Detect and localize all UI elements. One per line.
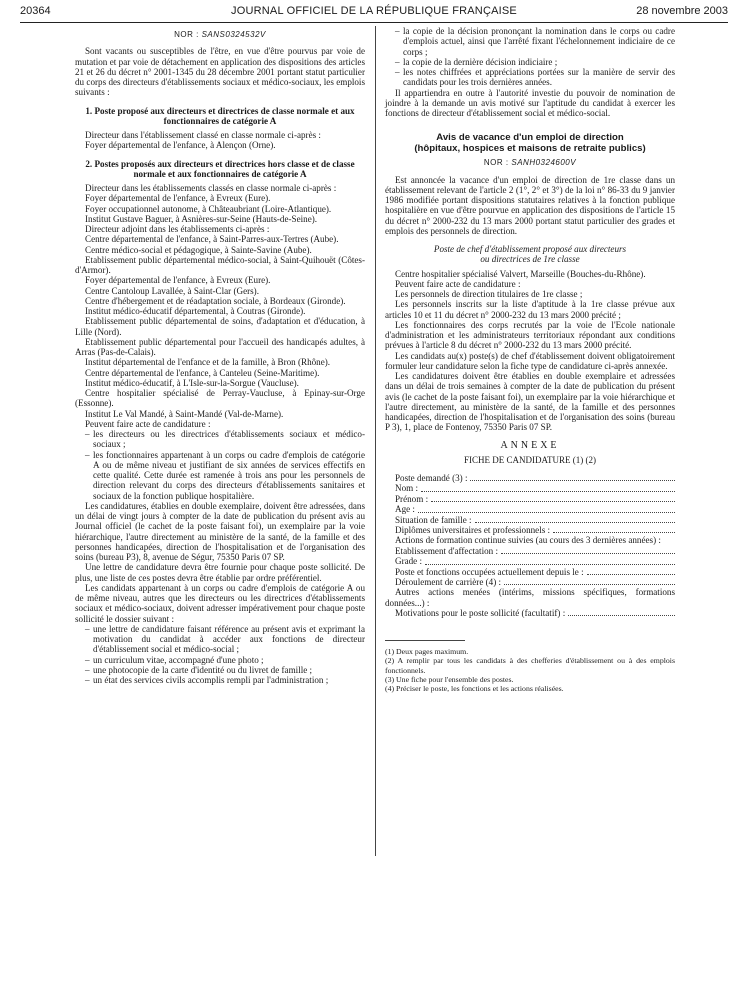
section-line: Directeur dans l'établissement classé en classe normale ci-après : — [85, 130, 321, 140]
section-line: Institut Gustave Baguer, à Asnières-sur-Seine (Hauts-de-Seine). — [85, 213, 318, 224]
candidatures-paragraph: Les candidatures, établies en double exemplaire, doivent être adressées, dans un délai de vingt jours à compter de la date de publication du présent avis au Journal officiel (le cachet de la poste faisant foi), un exemplaire par la voie hiérarchique, l'autre directement au ministère de la santé, de la famille et des personnes handicapées, direction de l'hospitalisation et de l'organisation des soins (bureau P3), 8, avenue de Ségur, 75350 Paris 07 SP. — [75, 500, 365, 562]
fill-line — [425, 556, 675, 564]
list-item: – la copie de la décision prononçant la nomination dans le corps ou cadre d'emplois actuel, ainsi que l'arrêté fixant l'échelonnement indiciaire de ce corps ; — [395, 26, 675, 57]
issue-date: 28 novembre 2003 — [636, 5, 728, 17]
form-field-etablissement: Etablissement d'affectation : — [385, 546, 675, 556]
fiche-title: FICHE DE CANDIDATURE (1) (2) — [464, 454, 596, 465]
section-line: Institut Le Val Mandé, à Saint-Mandé (Val-de-Marne). — [85, 408, 284, 419]
fill-line — [501, 546, 675, 554]
section-1-title: 1. Poste proposé aux directeurs et directrices de classe normale et aux fonctionnaires de catégorie A — [85, 105, 355, 126]
column-divider — [375, 26, 376, 856]
list-item: – un curriculum vitae, accompagné d'une photo ; — [85, 655, 365, 665]
footnote: (3) Une fiche pour l'ensemble des postes. — [385, 674, 514, 684]
poste-line: Les personnels inscrits sur la liste d'aptitude à la 1re classe prévue aux articles 10 et 11 du décret n° 2000-232 du 13 mars 2000 précité ; — [385, 299, 675, 320]
section-line: Centre médico-social et pédagogique, à Sainte-Savine (Aube). — [85, 244, 312, 255]
form-field-situation: Situation de famille : — [385, 515, 675, 525]
poste-line: Les candidatures doivent être établies en double exemplaire et adressées dans un délai de trois semaines à compter de la date de publication du présent avis (le cachet de la poste faisant foi), un exemplaire par la voie hiérarchique et l'autre directement, au ministère de la santé, de la famille et des personnes handicapées, direction de l'hospitalisation et de l'organisation des soins (bureau P 3), 1, place de Fontenoy, 75350 Paris 07 SP. — [385, 371, 675, 433]
dossier-list — [75, 624, 365, 686]
section-2-title: 2. Postes proposés aux directeurs et directrices hors classe et de classe normale et aux fonctionnaires de catégorie A — [85, 158, 355, 179]
section-line: Centre d'hébergement et de réadaptation sociale, à Bordeaux (Gironde). — [85, 295, 346, 306]
candidature-form — [385, 473, 675, 618]
footnote-rule — [385, 640, 465, 641]
section-line: Etablissement public départemental pour l'accueil des handicapés adultes, à Arras (Pas-de-Calais). — [75, 336, 365, 357]
list-item: – les directeurs ou les directrices d'établissements sociaux et médico-sociaux ; — [85, 429, 365, 450]
form-field-autres: Autres actions menées (intérims, missions spécifiques, formations données...) : — [385, 587, 675, 608]
section-line: Institut médico-éducatif départemental, à Coutras (Gironde). — [85, 306, 306, 316]
form-field-age: Age : — [385, 504, 675, 514]
header-rule — [20, 22, 728, 23]
fill-line — [587, 567, 675, 575]
poste-title: Poste de chef d'établissement proposé aux directeurs ou directrices de 1re classe — [433, 244, 627, 265]
form-field-poste-actuel: Poste et fonctions occupées actuellement depuis le : — [385, 567, 675, 577]
notice-title: Avis de vacance d'un emploi de direction (hôpitaux, hospices et maisons de retraite publics) — [414, 132, 646, 155]
annonce-paragraph: Est annoncée la vacance d'un emploi de direction de 1re classe dans un établissement relevant de l'article 2 (1°, 2° et 3°) de la loi n° 86-33 du 9 janvier 1986 modifiée portant dispositions statutaires relatives à la fonction publique hospitalière en vue d'être pourvue en application des dispositions de l'article 15 du décret n° 2000-232 du 13 mars 2000 portant statut particulier des grades et emplois des personnels de direction. — [385, 174, 675, 236]
section-line: Etablissement public départemental médico-social, à Saint-Quihouët (Côtes-d'Armor). — [75, 254, 365, 275]
fill-line — [431, 494, 675, 502]
annexe-title: ANNEXE — [500, 439, 560, 451]
section-line: Institut médico-éducatif, à L'Isle-sur-la-Sorgue (Vaucluse). — [85, 377, 299, 388]
fill-line — [504, 577, 675, 585]
list-item: – les fonctionnaires appartenant à un corps ou cadre d'emplois de catégorie A ou de même niveau et justifiant de six années de services effectifs en cette qualité. Cette durée est ramenée à trois ans pour les personnels de direction relevant du corps des directeurs d'établissements sanitaires et sociaux de la fonction publique hospitalière. — [85, 450, 365, 501]
list-item: – une photocopie de la carte d'identité ou du livret de famille ; — [85, 665, 365, 675]
section-line: Foyer départemental de l'enfance, à Evreux (Eure). — [85, 193, 271, 204]
form-field-diplomes: Diplômes universitaires et professionnels : — [385, 525, 675, 535]
section-line: Peuvent faire acte de candidature : — [85, 418, 211, 429]
dossier-paragraph: Les candidats appartenant à un corps ou cadre d'emplois de catégorie A ou de même niveau, autres que les directeurs ou les directrices d'établissements sociaux et médico-sociaux, doivent adresser impérativement pour chaque poste sollicité le dossier suivant : — [75, 582, 365, 624]
section-2-body — [75, 183, 365, 429]
list-item: – la copie de la dernière décision indiciaire ; — [395, 57, 675, 67]
section-line: Institut départemental de l'enfance et de la famille, à Bron (Rhône). — [85, 357, 331, 368]
section-line: Directeur adjoint dans les établissements ci-après : — [85, 224, 270, 234]
section-1-body — [75, 130, 365, 151]
right-column — [385, 26, 675, 693]
form-field-nom: Nom : — [385, 483, 675, 493]
nor-reference: NOR : SANH0324600V — [483, 158, 577, 168]
form-field-prenom: Prénom : — [385, 494, 675, 504]
poste-body — [385, 269, 675, 433]
poste-line: Les fonctionnaires des corps recrutés par la voie de l'Ecole nationale d'administration et les administrateurs territoriaux répondant aux conditions prévues à l'article 8 du décret n° 2000-232 du 13 mars 2000 précité. — [385, 319, 675, 351]
footnote: (1) Deux pages maximum. — [385, 647, 469, 657]
poste-line: Les candidats au(x) poste(s) de chef d'établissement doivent obligatoirement formuler leur candidature selon la fiche type de candidature ci-après annexée. — [385, 350, 675, 371]
fill-line — [470, 473, 675, 481]
poste-line: Centre hospitalier spécialisé Valvert, Marseille (Bouches-du-Rhône). — [395, 268, 646, 279]
eligibility-list — [75, 429, 365, 501]
page-number: 20364 — [20, 5, 51, 17]
section-line: Centre départemental de l'enfance, à Canteleu (Seine-Maritime). — [85, 367, 320, 378]
avis-paragraph: Il appartiendra en outre à l'autorité investie du pouvoir de nomination de joindre à la demande un avis motivé sur l'aptitude du candidat à exercer les fonctions de directeur d'établissement social et médico-social. — [385, 87, 675, 118]
section-line: Etablissement public départemental de soins, d'adaptation et d'éducation, à Lille (Nord). — [75, 316, 365, 337]
section-line: Directeur dans les établissements classés en classe normale ci-après : — [85, 183, 337, 193]
section-line: Foyer occupationnel autonome, à Châteaubriant (Loire-Atlantique). — [85, 203, 332, 214]
lettre-paragraph: Une lettre de candidature devra être fournie pour chaque poste sollicité. De plus, une liste de ces postes devra être établie par ordre préférentiel. — [75, 562, 365, 583]
fill-line — [568, 608, 675, 616]
list-item: – une lettre de candidature faisant référence au présent avis et exprimant la motivation du candidat à accéder aux fonctions de directeur d'établissement social et médico-social ; — [85, 624, 365, 655]
section-line: Foyer départemental de l'enfance, à Evreux (Eure). — [85, 275, 271, 286]
footnotes — [385, 647, 675, 693]
list-item: – les notes chiffrées et appréciations portées sur la manière de servir des candidats pour les trois dernières années. — [395, 67, 675, 88]
fill-line — [418, 504, 675, 512]
list-item: – un état des services civils accomplis rempli par l'administration ; — [85, 675, 365, 685]
fill-line — [553, 525, 675, 533]
form-field-carriere: Déroulement de carrière (4) : — [385, 577, 675, 587]
form-field-poste: Poste demandé (3) : — [385, 473, 675, 483]
nor-reference: NOR : SANS0324532V — [174, 30, 266, 39]
journal-title: JOURNAL OFFICIEL DE LA RÉPUBLIQUE FRANÇAISE — [231, 5, 517, 17]
section-line: Centre hospitalier spécialisé de Perray-Vaucluse, à Epinay-sur-Orge (Essonne). — [75, 388, 365, 409]
section-line: Foyer départemental de l'enfance, à Alençon (Orne). — [85, 140, 276, 151]
footnote: (4) Préciser le poste, les fonctions et les actions réalisées. — [385, 684, 564, 694]
left-column — [75, 26, 365, 685]
footnote: (2) A remplir par tous les candidats à des chefferies d'établissement ou à des emplois fonctionnels. — [385, 656, 675, 675]
fill-line — [475, 515, 675, 523]
fill-line — [421, 483, 675, 491]
poste-line: Peuvent faire acte de candidature : — [395, 278, 521, 289]
dossier-list-continued — [385, 26, 675, 88]
form-field-grade: Grade : — [385, 556, 675, 566]
intro-paragraph: Sont vacants ou susceptibles de l'être, en vue d'être pourvus par voie de mutation et par voie de détachement en application des dispositions des articles 21 et 26 du décret n° 2001-1345 du 28 décembre 2001 portant statut particulier du corps des directeurs d'établissements sociaux et médico-sociaux, les emplois suivants : — [75, 46, 365, 98]
poste-line: Les personnels de direction titulaires de 1re classe ; — [395, 289, 583, 299]
page-header — [20, 5, 728, 21]
form-field-formation: Actions de formation continue suivies (au cours des 3 dernières années) : — [395, 535, 661, 546]
section-line: Centre départemental de l'enfance, à Saint-Parres-aux-Tertres (Aube). — [85, 234, 339, 245]
form-field-motivations: Motivations pour le poste sollicité (facultatif) : — [385, 608, 675, 618]
section-line: Centre Cantoloup Lavallée, à Saint-Clar (Gers). — [85, 285, 259, 296]
